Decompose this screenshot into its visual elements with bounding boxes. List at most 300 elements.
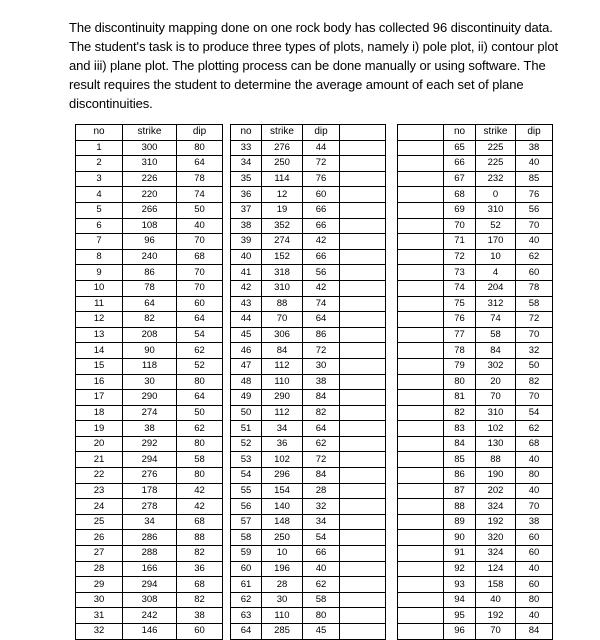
no-cell: 24 <box>76 499 123 515</box>
strike-cell: 276 <box>123 468 177 484</box>
data-table-block-1 <box>75 124 223 640</box>
table-row <box>231 514 386 530</box>
table-row <box>231 358 386 374</box>
table-row <box>231 234 386 250</box>
dip-cell: 42 <box>177 483 223 499</box>
spacer-cell <box>340 421 386 437</box>
strike-cell: 302 <box>476 358 516 374</box>
strike-cell: 82 <box>123 312 177 328</box>
table-row <box>398 405 553 421</box>
spacer-cell <box>340 218 386 234</box>
spacer-cell <box>340 436 386 452</box>
strike-cell: 312 <box>476 296 516 312</box>
table-row <box>76 140 223 156</box>
strike-cell: 310 <box>476 405 516 421</box>
no-cell: 22 <box>76 468 123 484</box>
table-row <box>398 390 553 406</box>
dip-cell: 64 <box>177 312 223 328</box>
spacer-cell <box>398 234 444 250</box>
dip-cell: 62 <box>516 421 553 437</box>
spacer-cell <box>340 171 386 187</box>
no-cell: 53 <box>231 452 262 468</box>
dip-cell: 78 <box>516 280 553 296</box>
table-row <box>231 156 386 172</box>
no-cell: 15 <box>76 358 123 374</box>
dip-cell: 78 <box>177 171 223 187</box>
dip-cell: 54 <box>516 405 553 421</box>
spacer-cell <box>398 546 444 562</box>
strike-cell: 34 <box>262 421 303 437</box>
spacer-cell <box>340 312 386 328</box>
spacer-cell <box>340 624 386 640</box>
dip-cell: 80 <box>177 374 223 390</box>
no-cell: 73 <box>444 265 476 281</box>
strike-cell: 232 <box>476 171 516 187</box>
spacer-cell <box>398 156 444 172</box>
table-row <box>76 280 223 296</box>
table-row <box>231 624 386 640</box>
dip-cell: 84 <box>303 390 340 406</box>
spacer-cell <box>398 140 444 156</box>
dip-cell: 68 <box>177 249 223 265</box>
table-row <box>398 265 553 281</box>
table-row <box>398 561 553 577</box>
header-strike: strike <box>476 125 516 141</box>
table-row <box>76 358 223 374</box>
spacer-cell <box>398 530 444 546</box>
table-row <box>76 234 223 250</box>
no-cell: 77 <box>444 327 476 343</box>
strike-cell: 178 <box>123 483 177 499</box>
no-cell: 32 <box>76 624 123 640</box>
strike-cell: 12 <box>262 187 303 203</box>
strike-cell: 102 <box>262 452 303 468</box>
no-cell: 94 <box>444 592 476 608</box>
no-cell: 23 <box>76 483 123 499</box>
dip-cell: 70 <box>516 390 553 406</box>
strike-cell: 278 <box>123 499 177 515</box>
spacer-cell <box>340 514 386 530</box>
no-cell: 93 <box>444 577 476 593</box>
strike-cell: 20 <box>476 374 516 390</box>
header-dip: dip <box>303 125 340 141</box>
dip-cell: 70 <box>516 499 553 515</box>
no-cell: 47 <box>231 358 262 374</box>
dip-cell: 68 <box>177 514 223 530</box>
dip-cell: 62 <box>303 436 340 452</box>
table-row <box>398 452 553 468</box>
strike-cell: 10 <box>476 249 516 265</box>
table-row <box>398 436 553 452</box>
spacer-cell <box>398 125 444 141</box>
header-row <box>398 125 553 141</box>
dip-cell: 58 <box>516 296 553 312</box>
spacer-cell <box>398 405 444 421</box>
no-cell: 7 <box>76 234 123 250</box>
dip-cell: 58 <box>177 452 223 468</box>
spacer-cell <box>398 218 444 234</box>
strike-cell: 158 <box>476 577 516 593</box>
spacer-cell <box>340 280 386 296</box>
dip-cell: 40 <box>516 561 553 577</box>
header-no: no <box>231 125 262 141</box>
dip-cell: 40 <box>177 218 223 234</box>
strike-cell: 110 <box>262 374 303 390</box>
strike-cell: 170 <box>476 234 516 250</box>
strike-cell: 240 <box>123 249 177 265</box>
dip-cell: 64 <box>177 156 223 172</box>
spacer-cell <box>398 280 444 296</box>
strike-cell: 70 <box>476 624 516 640</box>
no-cell: 84 <box>444 436 476 452</box>
table-row <box>231 436 386 452</box>
table-row <box>76 624 223 640</box>
table-row <box>76 468 223 484</box>
dip-cell: 85 <box>516 171 553 187</box>
no-cell: 35 <box>231 171 262 187</box>
spacer-cell <box>340 530 386 546</box>
no-cell: 92 <box>444 561 476 577</box>
strike-cell: 166 <box>123 561 177 577</box>
strike-cell: 250 <box>262 156 303 172</box>
table-row <box>76 592 223 608</box>
dip-cell: 86 <box>303 327 340 343</box>
no-cell: 28 <box>76 561 123 577</box>
dip-cell: 36 <box>177 561 223 577</box>
table-row <box>76 296 223 312</box>
table-row <box>76 561 223 577</box>
strike-cell: 310 <box>123 156 177 172</box>
strike-cell: 70 <box>476 390 516 406</box>
table-row <box>231 171 386 187</box>
no-cell: 96 <box>444 624 476 640</box>
strike-cell: 152 <box>262 249 303 265</box>
dip-cell: 72 <box>303 156 340 172</box>
no-cell: 45 <box>231 327 262 343</box>
strike-cell: 285 <box>262 624 303 640</box>
strike-cell: 296 <box>262 468 303 484</box>
strike-cell: 226 <box>123 171 177 187</box>
strike-cell: 74 <box>476 312 516 328</box>
table-row <box>76 530 223 546</box>
dip-cell: 74 <box>177 187 223 203</box>
dip-cell: 76 <box>303 171 340 187</box>
no-cell: 2 <box>76 156 123 172</box>
no-cell: 10 <box>76 280 123 296</box>
dip-cell: 40 <box>516 156 553 172</box>
no-cell: 30 <box>76 592 123 608</box>
no-cell: 1 <box>76 140 123 156</box>
dip-cell: 56 <box>303 265 340 281</box>
spacer-cell <box>398 468 444 484</box>
table-row <box>231 296 386 312</box>
spacer-cell <box>398 592 444 608</box>
spacer-cell <box>340 296 386 312</box>
no-cell: 3 <box>76 171 123 187</box>
no-cell: 4 <box>76 187 123 203</box>
table-row <box>76 436 223 452</box>
no-cell: 43 <box>231 296 262 312</box>
no-cell: 61 <box>231 577 262 593</box>
spacer-cell <box>340 202 386 218</box>
table-row <box>231 187 386 203</box>
no-cell: 95 <box>444 608 476 624</box>
table-row <box>231 249 386 265</box>
strike-cell: 52 <box>476 218 516 234</box>
data-table-block-2 <box>230 124 386 640</box>
table-row <box>398 312 553 328</box>
no-cell: 66 <box>444 156 476 172</box>
spacer-cell <box>340 546 386 562</box>
strike-cell: 84 <box>476 343 516 359</box>
dip-cell: 28 <box>303 483 340 499</box>
strike-cell: 34 <box>123 514 177 530</box>
no-cell: 83 <box>444 421 476 437</box>
no-cell: 6 <box>76 218 123 234</box>
spacer-cell <box>340 234 386 250</box>
table-row <box>76 171 223 187</box>
strike-cell: 290 <box>262 390 303 406</box>
table-row <box>231 468 386 484</box>
no-cell: 89 <box>444 514 476 530</box>
dip-cell: 66 <box>303 546 340 562</box>
spacer-cell <box>340 156 386 172</box>
table-row <box>76 265 223 281</box>
strike-cell: 276 <box>262 140 303 156</box>
table-row <box>231 265 386 281</box>
no-cell: 50 <box>231 405 262 421</box>
no-cell: 49 <box>231 390 262 406</box>
no-cell: 52 <box>231 436 262 452</box>
table-row <box>231 499 386 515</box>
no-cell: 87 <box>444 483 476 499</box>
strike-cell: 30 <box>123 374 177 390</box>
table-row <box>398 343 553 359</box>
dip-cell: 52 <box>177 358 223 374</box>
strike-cell: 10 <box>262 546 303 562</box>
spacer-cell <box>398 390 444 406</box>
no-cell: 64 <box>231 624 262 640</box>
no-cell: 71 <box>444 234 476 250</box>
strike-cell: 64 <box>123 296 177 312</box>
no-cell: 46 <box>231 343 262 359</box>
spacer-cell <box>398 483 444 499</box>
table-row <box>398 546 553 562</box>
strike-cell: 30 <box>262 592 303 608</box>
header-dip: dip <box>177 125 223 141</box>
no-cell: 21 <box>76 452 123 468</box>
no-cell: 78 <box>444 343 476 359</box>
no-cell: 81 <box>444 390 476 406</box>
strike-cell: 225 <box>476 156 516 172</box>
table-row <box>398 608 553 624</box>
no-cell: 88 <box>444 499 476 515</box>
dip-cell: 45 <box>303 624 340 640</box>
spacer-cell <box>340 358 386 374</box>
dip-cell: 38 <box>516 514 553 530</box>
no-cell: 14 <box>76 343 123 359</box>
no-cell: 44 <box>231 312 262 328</box>
spacer-cell <box>398 171 444 187</box>
spacer-cell <box>340 561 386 577</box>
table-row <box>231 452 386 468</box>
strike-cell: 154 <box>262 483 303 499</box>
no-cell: 40 <box>231 249 262 265</box>
dip-cell: 30 <box>303 358 340 374</box>
table-row <box>398 171 553 187</box>
dip-cell: 80 <box>177 436 223 452</box>
spacer-cell <box>340 125 386 141</box>
dip-cell: 56 <box>516 202 553 218</box>
table-row <box>76 312 223 328</box>
dip-cell: 32 <box>516 343 553 359</box>
dip-cell: 60 <box>516 530 553 546</box>
strike-cell: 220 <box>123 187 177 203</box>
strike-cell: 196 <box>262 561 303 577</box>
table-row <box>398 187 553 203</box>
no-cell: 74 <box>444 280 476 296</box>
no-cell: 60 <box>231 561 262 577</box>
table-row <box>398 234 553 250</box>
spacer-cell <box>340 187 386 203</box>
dip-cell: 70 <box>177 265 223 281</box>
dip-cell: 44 <box>303 140 340 156</box>
dip-cell: 74 <box>303 296 340 312</box>
spacer-cell <box>398 452 444 468</box>
no-cell: 55 <box>231 483 262 499</box>
spacer-cell <box>398 296 444 312</box>
strike-cell: 140 <box>262 499 303 515</box>
table-row <box>231 390 386 406</box>
spacer-cell <box>398 202 444 218</box>
no-cell: 63 <box>231 608 262 624</box>
no-cell: 76 <box>444 312 476 328</box>
dip-cell: 80 <box>177 140 223 156</box>
dip-cell: 68 <box>177 577 223 593</box>
spacer-cell <box>398 312 444 328</box>
table-row <box>76 577 223 593</box>
dip-cell: 42 <box>303 234 340 250</box>
strike-cell: 300 <box>123 140 177 156</box>
table-row <box>76 452 223 468</box>
table-row <box>398 374 553 390</box>
table-row <box>231 546 386 562</box>
strike-cell: 130 <box>476 436 516 452</box>
dip-cell: 54 <box>177 327 223 343</box>
strike-cell: 112 <box>262 405 303 421</box>
strike-cell: 324 <box>476 546 516 562</box>
no-cell: 82 <box>444 405 476 421</box>
table-row <box>398 514 553 530</box>
dip-cell: 42 <box>303 280 340 296</box>
strike-cell: 294 <box>123 577 177 593</box>
strike-cell: 320 <box>476 530 516 546</box>
table-row <box>76 405 223 421</box>
strike-cell: 192 <box>476 608 516 624</box>
strike-cell: 288 <box>123 546 177 562</box>
table-row <box>231 202 386 218</box>
dip-cell: 66 <box>303 249 340 265</box>
strike-cell: 146 <box>123 624 177 640</box>
table-row <box>76 421 223 437</box>
table-row <box>398 624 553 640</box>
table-row <box>76 187 223 203</box>
table-row <box>231 374 386 390</box>
table-row <box>76 327 223 343</box>
no-cell: 5 <box>76 202 123 218</box>
dip-cell: 60 <box>516 265 553 281</box>
no-cell: 85 <box>444 452 476 468</box>
data-table-block-3 <box>397 124 553 640</box>
no-cell: 25 <box>76 514 123 530</box>
table-row <box>231 577 386 593</box>
strike-cell: 88 <box>262 296 303 312</box>
table-row <box>231 218 386 234</box>
no-cell: 13 <box>76 327 123 343</box>
dip-cell: 82 <box>516 374 553 390</box>
strike-cell: 294 <box>123 452 177 468</box>
header-strike: strike <box>123 125 177 141</box>
spacer-cell <box>340 390 386 406</box>
strike-cell: 310 <box>262 280 303 296</box>
no-cell: 48 <box>231 374 262 390</box>
no-cell: 68 <box>444 187 476 203</box>
table-row <box>231 608 386 624</box>
strike-cell: 250 <box>262 530 303 546</box>
table-row <box>76 202 223 218</box>
no-cell: 59 <box>231 546 262 562</box>
table-row <box>398 592 553 608</box>
no-cell: 29 <box>76 577 123 593</box>
strike-cell: 36 <box>262 436 303 452</box>
strike-cell: 86 <box>123 265 177 281</box>
strike-cell: 19 <box>262 202 303 218</box>
table-row <box>231 312 386 328</box>
spacer-cell <box>340 140 386 156</box>
dip-cell: 82 <box>177 546 223 562</box>
table-row <box>398 156 553 172</box>
no-cell: 72 <box>444 249 476 265</box>
strike-cell: 102 <box>476 421 516 437</box>
spacer-cell <box>340 265 386 281</box>
dip-cell: 70 <box>177 234 223 250</box>
spacer-cell <box>398 265 444 281</box>
table-row <box>398 421 553 437</box>
dip-cell: 84 <box>516 624 553 640</box>
spacer-cell <box>340 608 386 624</box>
table-row <box>398 468 553 484</box>
dip-cell: 80 <box>303 608 340 624</box>
no-cell: 57 <box>231 514 262 530</box>
strike-cell: 118 <box>123 358 177 374</box>
table-row <box>231 140 386 156</box>
dip-cell: 70 <box>516 327 553 343</box>
dip-cell: 42 <box>177 499 223 515</box>
dip-cell: 40 <box>303 561 340 577</box>
dip-cell: 54 <box>303 530 340 546</box>
table-row <box>398 249 553 265</box>
spacer-cell <box>398 343 444 359</box>
strike-cell: 110 <box>262 608 303 624</box>
strike-cell: 274 <box>123 405 177 421</box>
table-row <box>76 499 223 515</box>
no-cell: 80 <box>444 374 476 390</box>
header-row <box>76 125 223 141</box>
strike-cell: 112 <box>262 358 303 374</box>
dip-cell: 66 <box>303 218 340 234</box>
spacer-cell <box>398 577 444 593</box>
strike-cell: 192 <box>476 514 516 530</box>
